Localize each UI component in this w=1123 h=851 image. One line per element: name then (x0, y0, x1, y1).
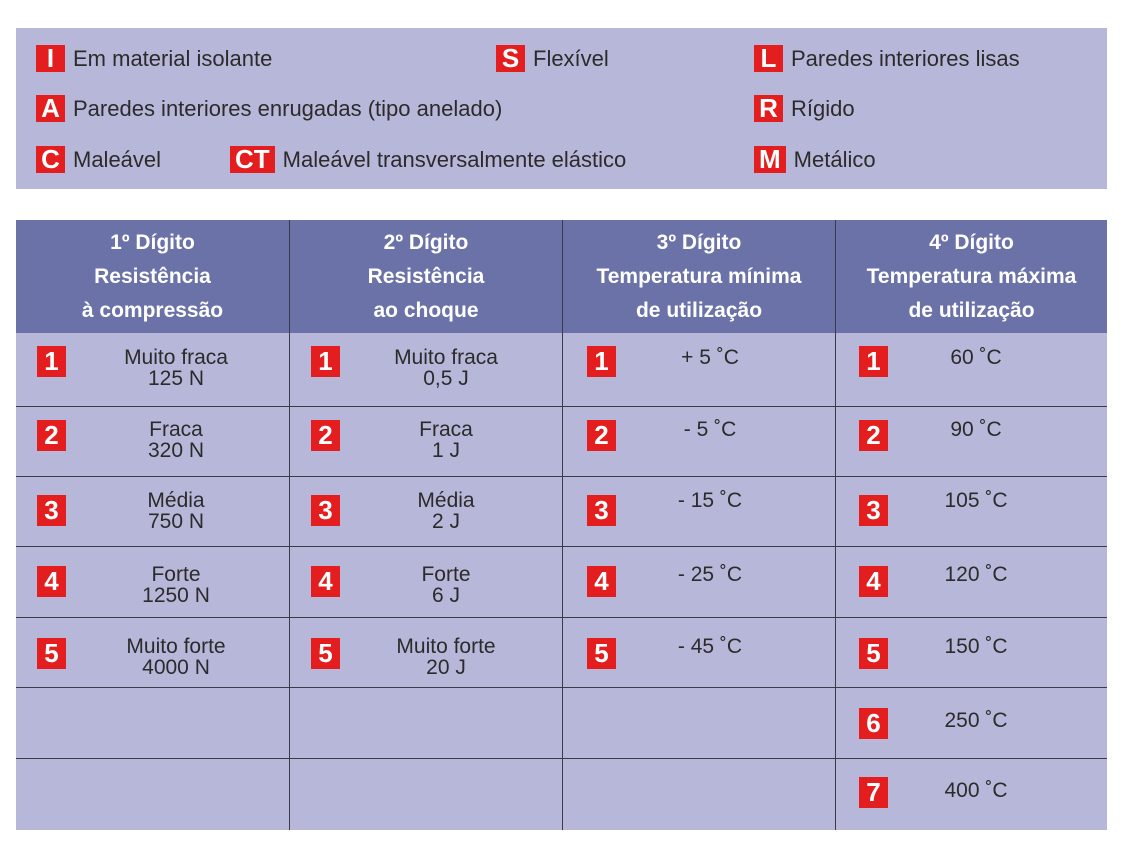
cell-value: - 15 ˚C (677, 489, 743, 512)
column-header-1 (16, 220, 289, 333)
cell-value: + 5 ˚C (681, 346, 739, 369)
header-line: Temperatura máxima (866, 264, 1077, 288)
digit-badge: 1 (311, 346, 340, 377)
row-divider (16, 758, 1107, 759)
code-badge: C (36, 146, 65, 173)
digit-badge: 3 (37, 495, 66, 526)
digit-badge: 3 (311, 495, 340, 526)
column-divider (289, 220, 290, 830)
column-divider (562, 220, 563, 830)
digit-badge: 5 (859, 638, 888, 669)
legend-label: Maleável transversalmente elástico (282, 146, 627, 172)
header-line: 4º Dígito (929, 230, 1014, 254)
legend-item-i (36, 45, 272, 72)
cell-value: 400 ˚C (944, 779, 1008, 802)
header-line: Temperatura mínima (596, 264, 802, 288)
digit-badge: 4 (859, 566, 888, 597)
legend-item-c (36, 146, 161, 173)
code-badge: CT (230, 146, 275, 173)
legend-item-l (754, 45, 1020, 72)
digit-badge: 1 (37, 346, 66, 377)
cell-value: Muito fraca 0,5 J (394, 346, 498, 390)
legend-item-m (754, 146, 876, 173)
digit-badge: 4 (311, 566, 340, 597)
cell-value: - 45 ˚C (677, 635, 743, 658)
header-line: de utilização (908, 298, 1035, 322)
digit-badge: 3 (859, 495, 888, 526)
cell-value: Muito fraca 125 N (124, 346, 228, 390)
digit-badge: 1 (587, 346, 616, 377)
row-divider (16, 546, 1107, 547)
cell-value: Forte 6 J (421, 563, 471, 607)
header-line: de utilização (635, 298, 763, 322)
cell-value: 150 ˚C (944, 635, 1008, 658)
legend-item-r (754, 95, 855, 122)
legend-label: Metálico (793, 146, 876, 172)
legend-label: Em material isolante (73, 45, 273, 71)
legend-panel (16, 28, 1107, 189)
legend-label: Paredes interiores lisas (791, 45, 1020, 71)
cell-value: - 5 ˚C (683, 418, 737, 441)
code-badge: L (754, 45, 783, 72)
cell-value: Fraca 320 N (147, 418, 205, 462)
cell-value: Média 750 N (147, 489, 205, 533)
digit-badge: 5 (587, 638, 616, 669)
digit-badge: 2 (311, 420, 340, 451)
digit-badge: 4 (37, 566, 66, 597)
cell-value: Forte 1250 N (142, 563, 210, 607)
header-line: 1º Dígito (110, 230, 195, 254)
header-line: Resistência (367, 264, 485, 288)
row-divider (16, 617, 1107, 618)
column-header-4 (836, 220, 1107, 333)
digit-badge: 2 (37, 420, 66, 451)
column-divider (835, 220, 836, 830)
legend-item-s (496, 45, 609, 72)
digit-badge: 3 (587, 495, 616, 526)
cell-value: 105 ˚C (944, 489, 1008, 512)
cell-value: Fraca 1 J (419, 418, 473, 462)
digit-badge: 2 (587, 420, 616, 451)
legend-label: Rígido (791, 95, 855, 121)
cell-value: 90 ˚C (950, 418, 1002, 441)
digit-badge: 6 (859, 708, 888, 739)
cell-value: 120 ˚C (944, 563, 1008, 586)
digit-badge: 5 (37, 638, 66, 669)
digit-badge: 5 (311, 638, 340, 669)
row-divider (16, 476, 1107, 477)
digit-badge: 4 (587, 566, 616, 597)
code-badge: I (36, 45, 65, 72)
code-badge: M (754, 146, 786, 173)
legend-item-ct (230, 146, 626, 173)
cell-value: Média 2 J (417, 489, 475, 533)
header-line: ao choque (373, 298, 479, 322)
digit-badge: 1 (859, 346, 888, 377)
code-badge: R (754, 95, 783, 122)
column-header-2 (290, 220, 562, 333)
header-line: 3º Dígito (656, 230, 742, 254)
cell-value: Muito forte 4000 N (126, 635, 226, 679)
header-line: 2º Dígito (383, 230, 469, 254)
column-header-3 (563, 220, 835, 333)
cell-value: - 25 ˚C (677, 563, 743, 586)
legend-label: Flexível (533, 45, 609, 71)
digit-badge: 2 (859, 420, 888, 451)
cell-value: Muito forte 20 J (396, 635, 496, 679)
legend-item-a (36, 95, 502, 122)
digit-badge: 7 (859, 777, 888, 808)
code-badge: A (36, 95, 65, 122)
row-divider (16, 406, 1107, 407)
classification-table (16, 220, 1107, 830)
cell-value: 250 ˚C (944, 709, 1008, 732)
legend-label: Maleável (73, 146, 162, 172)
header-line: Resistência (94, 264, 211, 288)
code-badge: S (496, 45, 525, 72)
cell-value: 60 ˚C (950, 346, 1002, 369)
row-divider (16, 687, 1107, 688)
header-line: à compressão (81, 298, 224, 322)
legend-label: Paredes interiores enrugadas (tipo anelado) (73, 95, 503, 121)
